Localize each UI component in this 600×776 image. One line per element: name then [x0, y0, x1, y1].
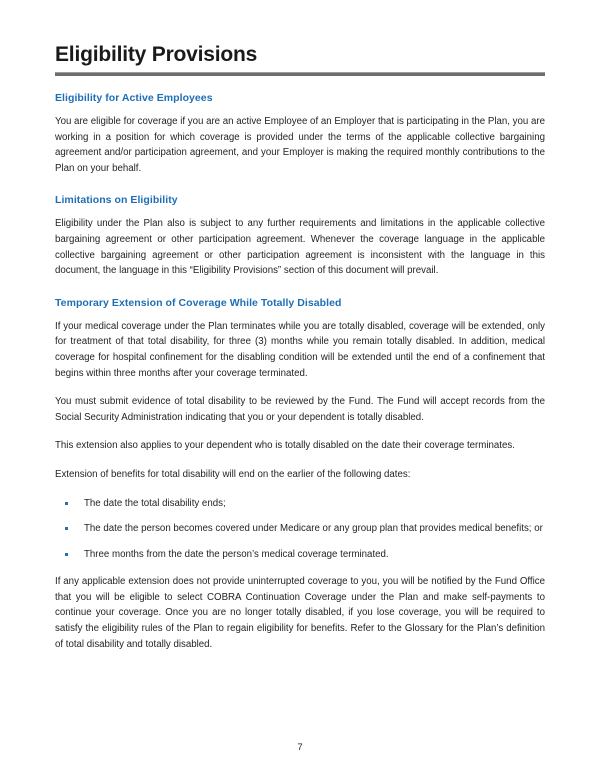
title-divider — [55, 72, 545, 76]
bullet-square-icon — [65, 553, 68, 556]
list-item-label: The date the person becomes covered under Medicare or any group plan that provides medical benefits; or — [84, 523, 543, 535]
section-heading-eligibility-for-active-employees: Eligibility for Active Employees — [55, 92, 213, 104]
bullet-square-icon — [65, 527, 68, 530]
extension-end-dates-list — [55, 496, 545, 563]
bullet-square-icon — [65, 502, 68, 505]
list-item — [55, 521, 545, 537]
paragraph-dependent-extension: This extension also applies to your dependent who is totally disabled on the date their coverage terminates. — [55, 440, 515, 452]
paragraph-list-lead-in: Extension of benefits for total disability will end on the earlier of the following dates: — [55, 468, 411, 480]
paragraph-active-employees-eligibility: You are eligible for coverage if you are an active Employee of an Employer that is participating in the Plan, you are working in a position for which coverage is provided under the terms of the applicable collective bargaining agreement and/or participation agreement, and your Employer is making the required monthly contributions to the Plan on your behalf. — [55, 116, 545, 174]
document-content — [55, 42, 545, 652]
page-title: Eligibility Provisions — [55, 43, 258, 66]
paragraph-limitations-on-eligibility: Eligibility under the Plan also is subject to any further requirements and limitations in the applicable collective bargaining agreement or other participation agreement. Whenever the coverage language in the applicable collective bargaining agreement or other participation agreement is inconsistent with the language in this document, the language in this “Eligibility Provisions” section of this document will prevail. — [55, 218, 545, 277]
paragraph-cobra-continuation: If any applicable extension does not provide uninterrupted coverage to you, you will be notified by the Fund Office that you will be eligible to select COBRA Continuation Coverage under the Plan and make self-payments to continue your coverage. Once you are no longer totally disabled, if you lose coverage, you will be required to satisfy the eligibility rules of the Plan to regain eligibility for benefits. Refer to the Glossary for the Plan’s definition of total disability and totally disabled. — [55, 576, 545, 650]
list-item-label: Three months from the date the person’s medical coverage terminated. — [84, 548, 389, 560]
list-item-label: The date the total disability ends; — [84, 497, 226, 509]
section-heading-temporary-extension-of-coverage: Temporary Extension of Coverage While Totally Disabled — [55, 296, 342, 309]
page-number: 7 — [297, 742, 303, 753]
paragraph-evidence-of-total-disability: You must submit evidence of total disability to be reviewed by the Fund. The Fund will accept records from the Social Security Administration indicating that you or your dependent is totally disabled. — [55, 396, 545, 423]
paragraph-temporary-extension-terms: If your medical coverage under the Plan terminates while you are totally disabled, coverage will be extended, only for treatment of that total disability, for three (3) months while you remain totally disabled. In addition, medical coverage for hospital confinement for the disabling condition will be extended until the end of a confinement that begins within three months after your coverage terminated. — [55, 320, 545, 379]
list-item — [55, 547, 545, 563]
section-heading-limitations-on-eligibility: Limitations on Eligibility — [55, 194, 178, 207]
list-item — [55, 496, 545, 512]
